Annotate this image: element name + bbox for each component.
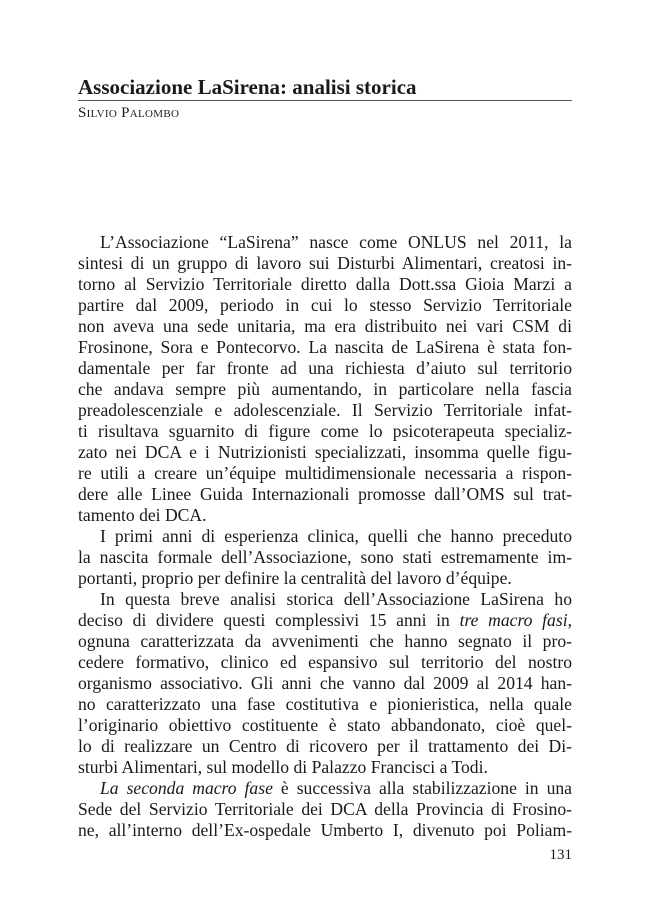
- text-line: dere alle Linee Guida Internazionali promosse dall’OMS sul trat-: [78, 484, 572, 504]
- text-line: che andava sempre più aumentando, in particolare nella fascia: [78, 379, 572, 399]
- text-line: lo di realizzare un Centro di ricovero per il trattamento dei Di-: [78, 736, 572, 756]
- text-line: In questa breve analisi storica dell’Associazione LaSirena ho: [100, 589, 572, 609]
- text-line: [78, 778, 572, 799]
- text-line: l’originario obiettivo costituente è stato abbandonato, cioè quel-: [78, 715, 572, 735]
- text-line: Frosinone, Sora e Pontecorvo. La nascita de LaSirena è stata fon-: [78, 337, 572, 357]
- page-number: 131: [549, 847, 572, 863]
- text-line: I primi anni di esperienza clinica, quelli che hanno preceduto: [100, 526, 572, 546]
- text-run: è successiva alla stabilizzazione in una: [272, 778, 572, 798]
- text-line: organismo associativo. Gli anni che vanno dal 2009 al 2014 han-: [78, 673, 572, 693]
- author-name: Silvio Palombo: [78, 105, 180, 121]
- text-line: torno al Servizio Territoriale diretto dalla Dott.ssa Gioia Marzi a: [78, 274, 572, 294]
- emphasized-text: La seconda macro fase: [100, 778, 273, 798]
- body-text: [78, 232, 572, 841]
- text-line: no caratterizzato una fase costitutiva e pionieristica, nella quale: [78, 694, 572, 714]
- text-run: ,: [567, 610, 572, 630]
- text-line: zato nei DCA e i Nutrizionisti specializzati, insomma quelle figu-: [78, 442, 572, 462]
- text-line: sturbi Alimentari, sul modello di Palazzo Francisci a Todi.: [78, 757, 488, 777]
- text-line: L’Associazione “LaSirena” nasce come ONLUS nel 2011, la: [100, 232, 572, 252]
- text-line: tamento dei DCA.: [78, 505, 207, 525]
- text-line: Sede del Servizio Territoriale dei DCA della Provincia di Frosino-: [78, 799, 572, 819]
- text-line: portanti, proprio per definire la centralità del lavoro d’équipe.: [78, 568, 512, 588]
- chapter-title: Associazione LaSirena: analisi storica: [78, 75, 417, 99]
- text-line: ognuna caratterizzata da avvenimenti che hanno segnato il pro-: [78, 631, 572, 651]
- text-line: [78, 610, 572, 631]
- text-line: sintesi di un gruppo di lavoro sui Disturbi Alimentari, creatosi in-: [78, 253, 572, 273]
- text-line: la nascita formale dell’Associazione, sono stati estremamente im-: [78, 547, 572, 567]
- text-line: ne, all’interno dell’Ex-ospedale Umberto I, divenuto poi Poliam-: [78, 820, 572, 840]
- text-line: ti risultava sguarnito di figure come lo psicoterapeuta specializ-: [78, 421, 572, 441]
- text-line: cedere formativo, clinico ed espansivo sul territorio del nostro: [78, 652, 572, 672]
- text-run: deciso di dividere questi complessivi 15 anni in: [78, 610, 460, 630]
- text-line: damentale per far fronte ad una richiesta d’aiuto sul territorio: [78, 358, 572, 378]
- emphasized-text: tre macro fasi: [459, 610, 568, 630]
- text-line: re utili a creare un’équipe multidimensionale necessaria a rispon-: [78, 463, 572, 483]
- title-divider: [78, 100, 572, 101]
- text-line: preadolescenziale e adolescenziale. Il Servizio Territoriale infat-: [78, 400, 572, 420]
- text-line: non aveva una sede unitaria, ma era distribuito nei vari CSM di: [78, 316, 572, 336]
- text-line: partire dal 2009, periodo in cui lo stesso Servizio Territoriale: [78, 295, 572, 315]
